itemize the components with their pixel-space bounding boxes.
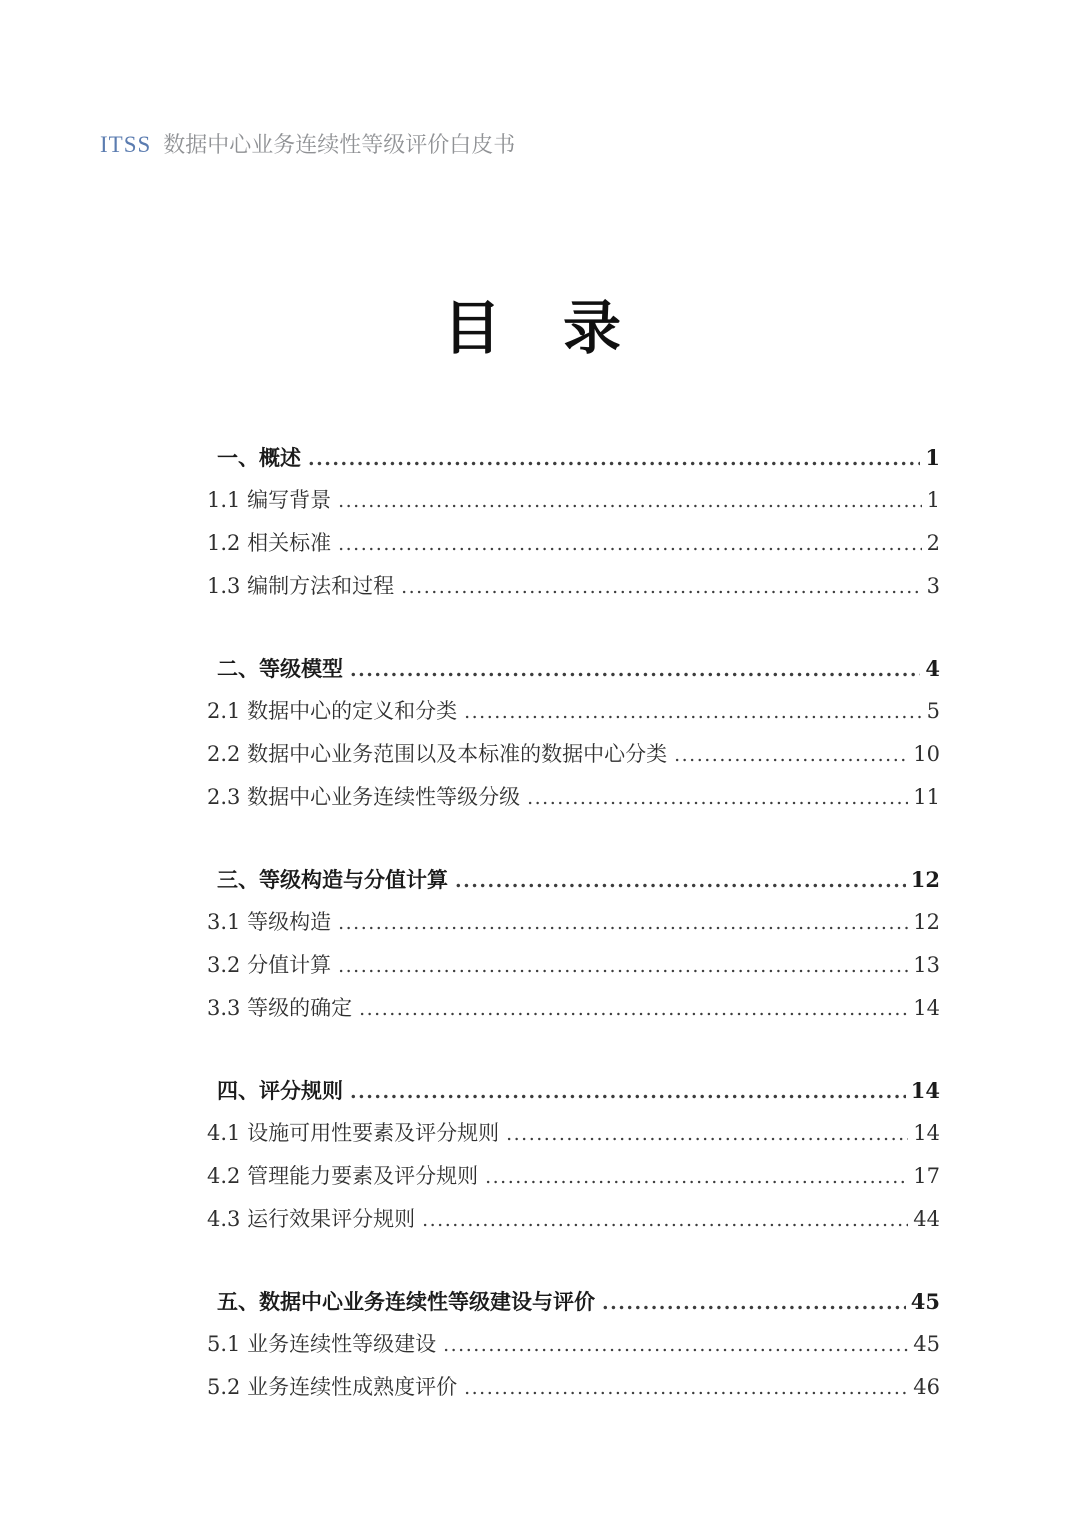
dot-leader (401, 565, 922, 609)
dot-leader (464, 1366, 908, 1410)
dot-leader (338, 901, 908, 945)
toc-page-number: 12 (913, 910, 940, 934)
toc-page-number: 1 (925, 445, 940, 470)
toc-entry-label: 4.1 设施可用性要素及评分规则 (207, 1121, 500, 1145)
toc-entry-label: 2.2 数据中心业务范围以及本标准的数据中心分类 (207, 742, 668, 766)
dot-leader (359, 987, 908, 1031)
toc-heading-label: 五、数据中心业务连续性等级建设与评价 (217, 1289, 595, 1314)
toc-entry-label: 1.2 相关标准 (207, 531, 332, 555)
toc-page-number: 13 (913, 953, 940, 977)
toc-page-number: 1 (926, 488, 940, 512)
toc-entry-row (207, 1323, 940, 1366)
toc-section (207, 858, 940, 1030)
toc-title (0, 294, 1072, 364)
toc-entry-row (207, 1112, 940, 1155)
toc-heading-label: 三、等级构造与分值计算 (217, 867, 448, 892)
dot-leader (443, 1323, 908, 1367)
toc-section (207, 436, 940, 608)
toc-section (207, 1069, 940, 1241)
toc-heading-row (207, 858, 940, 901)
dot-leader (308, 436, 920, 481)
toc-page-number: 12 (910, 867, 940, 892)
toc-entry-label: 2.3 数据中心业务连续性等级分级 (207, 785, 521, 809)
itss-brand-logo: ITSS (100, 132, 152, 157)
toc-entry-label: 4.3 运行效果评分规则 (207, 1207, 416, 1231)
toc-entry-label: 3.3 等级的确定 (207, 996, 353, 1020)
dot-leader (485, 1155, 908, 1199)
toc-entry-row (207, 987, 940, 1030)
toc-entry-row (207, 565, 940, 608)
toc-entry-row (207, 1155, 940, 1198)
dot-leader (350, 1069, 906, 1114)
toc-page-number: 46 (913, 1375, 940, 1399)
toc-heading-row (207, 436, 940, 479)
toc-page-number: 2 (926, 531, 940, 555)
toc-heading-row (207, 1280, 940, 1323)
toc-page-number: 10 (913, 742, 940, 766)
toc-entry-label: 2.1 数据中心的定义和分类 (207, 699, 458, 723)
toc-heading-row (207, 1069, 940, 1112)
toc-entry-row (207, 944, 940, 987)
toc-page-number: 3 (926, 574, 940, 598)
toc-page-number: 5 (926, 699, 940, 723)
toc-entry-row (207, 1366, 940, 1409)
toc-entry-row (207, 776, 940, 819)
toc-entry-row (207, 479, 940, 522)
toc-heading-label: 一、概述 (217, 445, 301, 470)
toc-section (207, 1280, 940, 1409)
toc-page-number: 14 (913, 996, 940, 1020)
dot-leader (338, 522, 922, 566)
dot-leader (464, 690, 922, 734)
toc-page-number: 14 (910, 1078, 940, 1103)
dot-leader (338, 944, 908, 988)
toc-page-number: 44 (913, 1207, 940, 1231)
header-doc-title: 数据中心业务连续性等级评价白皮书 (163, 132, 516, 157)
dot-leader (602, 1280, 906, 1325)
toc-entry-row (207, 1198, 940, 1241)
toc-entry-label: 5.2 业务连续性成熟度评价 (207, 1375, 458, 1399)
dot-leader (350, 647, 920, 692)
toc-entry-row (207, 901, 940, 944)
toc-page-number: 17 (913, 1164, 940, 1188)
toc-entry-label: 1.1 编写背景 (207, 488, 332, 512)
toc-title-char-right: 录 (563, 294, 622, 362)
toc-page-number: 45 (910, 1289, 940, 1314)
dot-leader (422, 1198, 908, 1242)
toc-page-number: 45 (913, 1332, 940, 1356)
toc-page-number: 14 (913, 1121, 940, 1145)
dot-leader (455, 858, 906, 903)
toc-entry-row (207, 690, 940, 733)
toc-entry-label: 5.1 业务连续性等级建设 (207, 1332, 437, 1356)
toc-list (207, 436, 940, 1409)
toc-entry-label: 3.1 等级构造 (207, 910, 332, 934)
toc-section (207, 647, 940, 819)
toc-entry-row (207, 522, 940, 565)
toc-entry-label: 3.2 分值计算 (207, 953, 332, 977)
toc-heading-row (207, 647, 940, 690)
dot-leader (527, 776, 908, 820)
toc-entry-label: 4.2 管理能力要素及评分规则 (207, 1164, 479, 1188)
toc-heading-label: 四、评分规则 (217, 1078, 343, 1103)
toc-entry-label: 1.3 编制方法和过程 (207, 574, 395, 598)
toc-page-number: 4 (925, 656, 940, 681)
dot-leader (674, 733, 908, 777)
toc-entry-row (207, 733, 940, 776)
toc-page-number: 11 (913, 785, 940, 809)
toc-title-char-left: 目 (442, 294, 501, 362)
toc-heading-label: 二、等级模型 (217, 656, 343, 681)
dot-leader (506, 1112, 908, 1156)
running-header (100, 130, 515, 160)
dot-leader (338, 479, 922, 523)
